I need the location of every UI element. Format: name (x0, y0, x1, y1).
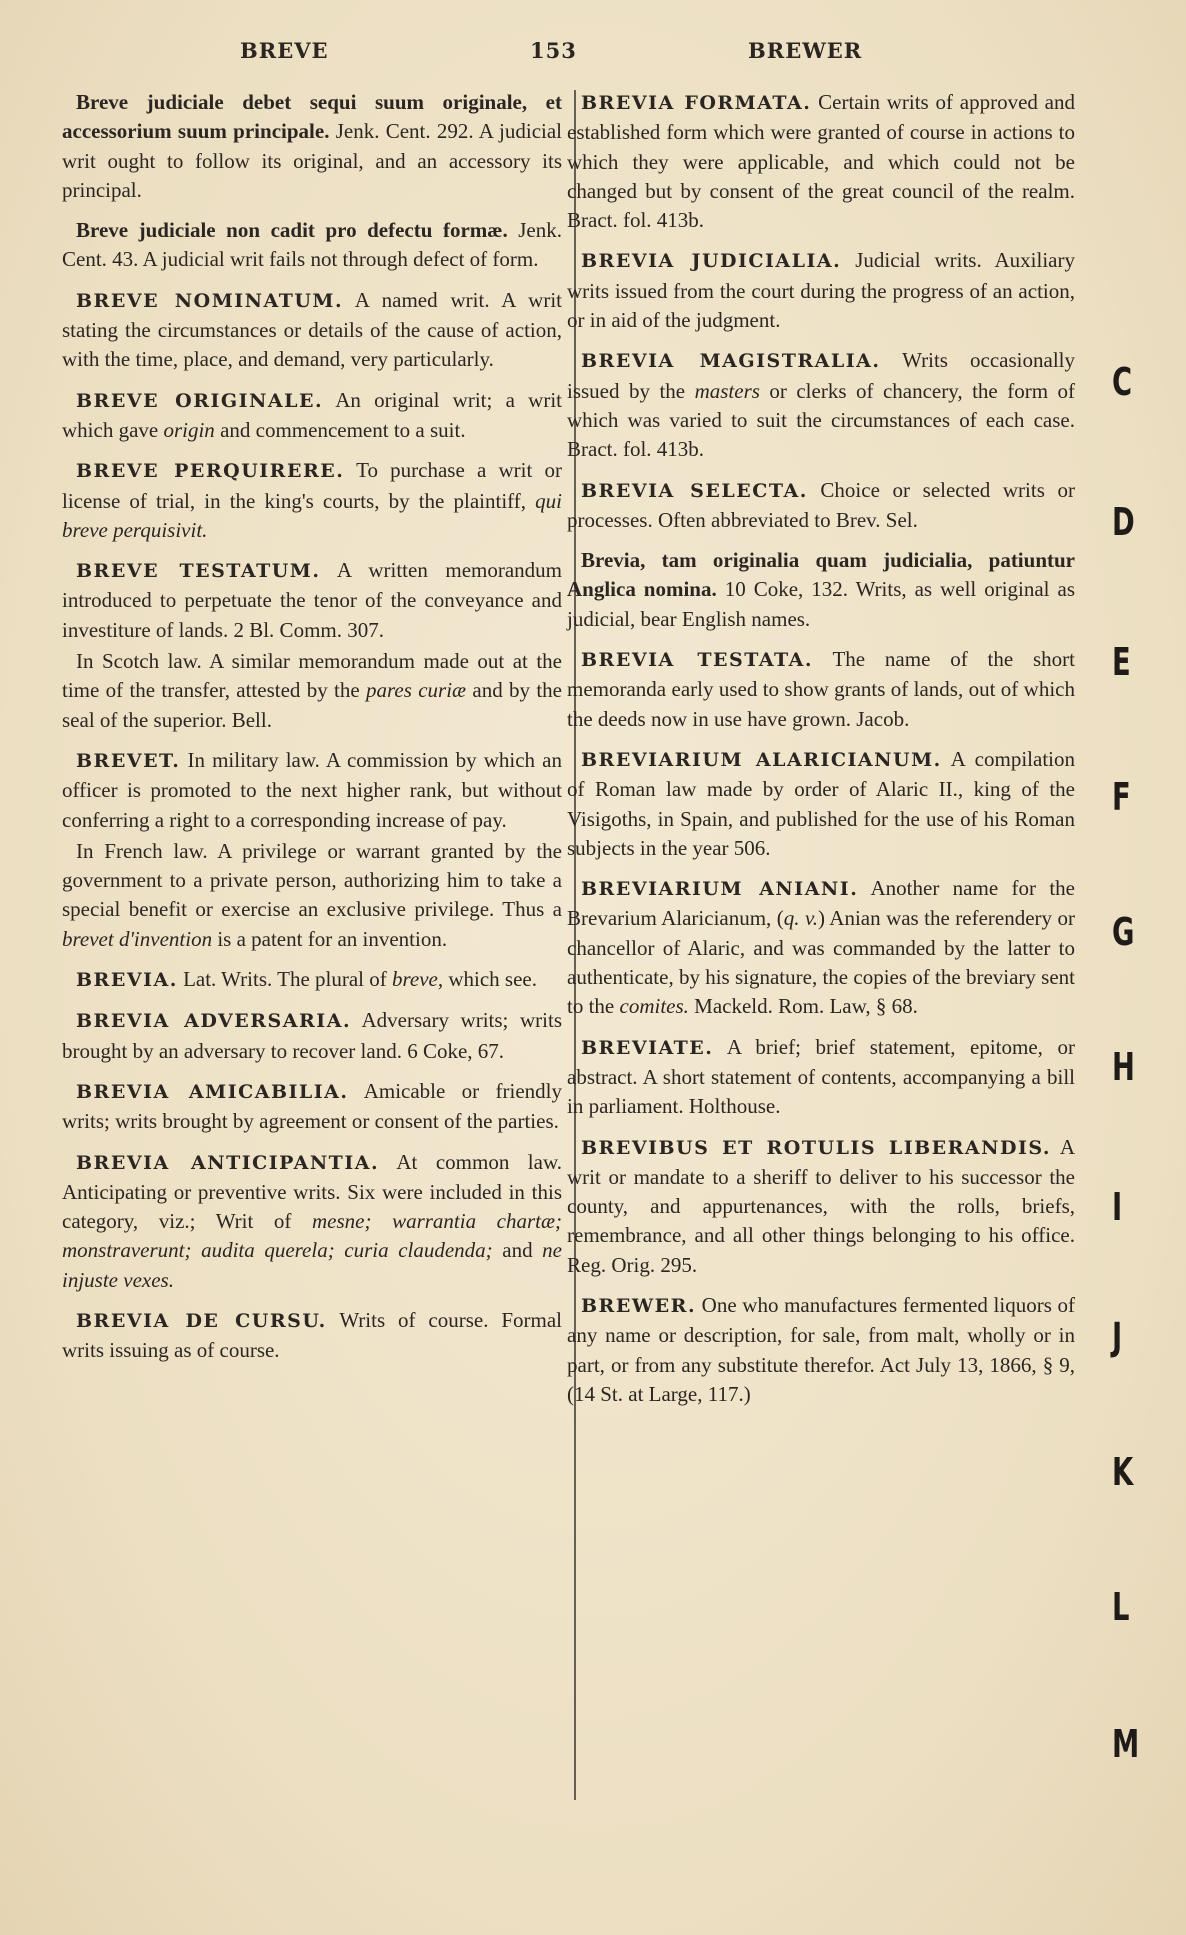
entry-brevibus-et-rotulis: BREVIBUS ET ROTULIS LIBERANDIS. A writ or mandate to a sheriff to deliver to his successor the county, and appurtenances, with the rolls, briefs, remembrance, and all other things belonging to his office. Reg. Orig. 295. (567, 1134, 1075, 1277)
entry-brevet: BREVET. In military law. A commission by which an officer is promoted to the next higher rank, but without conferring a right to a corresponding increase of pay. (62, 747, 562, 832)
entry-brevia: BREVIA. Lat. Writs. The plural of breve, which see. (76, 967, 537, 992)
entry-brewer: BREWER. One who manufactures fermented liquors of any name or description, for sale, from malt, wholly or in part, or from any substitute therefor. Act July 13, 1866, § 9, (14 St. at Large, 117.) (567, 1292, 1075, 1406)
entry-brevia-de-cursu: BREVIA DE CURSU. Writs of course. Formal writs issuing as of course. (62, 1307, 562, 1363)
entry-brevia-formata: BREVIA FORMATA. Certain writs of approved and established form which were granted of course in actions to which they were applicable, and which could not be changed but by consent of the great council of the realm. Bract. fol. 413b. (567, 90, 1076, 233)
header-right-guide-word: BREWER (748, 38, 863, 63)
right-column (567, 88, 1075, 1420)
thumb-index-letter[interactable]: F (1112, 775, 1131, 819)
thumb-index-letter[interactable]: J (1112, 1315, 1123, 1359)
entry-breve-nominatum: BREVE NOMINATUM. A named writ. A writ stating the circumstances or details of the cause of action, with the time, place, and demand, very particularly. (62, 287, 563, 372)
entry-brevia-judicialia: BREVIA JUDICIALIA. Judicial writs. Auxiliary writs issued from the court during the progress of an action, or in aid of the judgment. (567, 248, 1075, 333)
thumb-index-letter[interactable]: M (1112, 1722, 1140, 1766)
thumb-index-letter[interactable]: H (1112, 1045, 1135, 1089)
page-number: 153 (530, 38, 577, 63)
thumb-index-letter[interactable]: K (1112, 1450, 1134, 1494)
entry-brevia-testata: BREVIA TESTATA. The name of the short memoranda early used to show grants of lands, out of which the deeds now in use have grown. Jacob. (567, 647, 1075, 731)
entry-subsense: In Scotch law. A similar memorandum made out at the time of the transfer, attested by the pares curiæ and by the seal of the superior. Bell. (62, 649, 562, 732)
thumb-index-letter[interactable]: E (1112, 640, 1131, 684)
entry-breve-testatum: BREVE TESTATUM. A written memorandum introduced to perpetuate the tenor of the conveyance and investiture of lands. 2 Bl. Comm. 307. (62, 558, 562, 642)
page-header (0, 38, 1186, 74)
entry-breviate: BREVIATE. A brief; brief statement, epitome, or abstract. A short statement of contents, accompanying a bill in parliament. Holthouse. (567, 1034, 1075, 1119)
thumb-index-letter[interactable]: L (1112, 1585, 1130, 1629)
entry-maxim: Brevia, tam originalia quam judicialia, patiuntur Anglica nomina. 10 Coke, 132. Writs, as well original as judicial, bear English names. (567, 548, 1075, 631)
thumb-index-letter[interactable]: G (1112, 910, 1135, 954)
entry-maxim: Breve judiciale non cadit pro defectu formæ. Jenk. Cent. 43. A judicial writ fails not through defect of form. (62, 218, 562, 272)
entry-brevia-amicabilia: BREVIA AMICABILIA. Amicable or friendly writs; writs brought by agreement or consent of the parties. (62, 1078, 562, 1134)
thumb-index-letter[interactable]: D (1112, 500, 1135, 544)
entry-brevia-selecta: BREVIA SELECTA. Choice or selected writs or processes. Often abbreviated to Brev. Sel. (567, 477, 1075, 532)
thumb-index-letter[interactable]: C (1112, 360, 1133, 404)
entry-breve-originale: BREVE ORIGINALE. An original writ; a writ which gave origin and commencement to a suit. (62, 387, 563, 442)
header-left-guide-word: BREVE (240, 38, 329, 63)
entry-maxim: Breve judiciale debet sequi suum originale, et accessorium suum principale. Jenk. Cent. 292. A judicial writ ought to follow its original, and an accessory its principal. (62, 90, 563, 202)
entry-breviarium-aniani: BREVIARIUM ANIANI. Another name for the Brevarium Alaricianum, (q. v.) Anian was the referendery or chancellor of Alaric, and was commanded by the latter to authenticate, by his signature, the copies of the breviary sent to the comites. Mackeld. Rom. Law, § 68. (567, 876, 1076, 1019)
entry-breve-perquirere: BREVE PERQUIRERE. To purchase a writ or license of trial, in the king's courts, by the plaintiff, qui breve perquisivit. (62, 458, 562, 542)
entry-breviarium-alaricianum: BREVIARIUM ALARICIANUM. A compilation of Roman law made by order of Alaric II., king of the Visigoths, in Spain, and published for the use of his Roman subjects in the year 506. (567, 746, 1075, 860)
left-column (62, 88, 562, 1377)
entry-brevia-adversaria: BREVIA ADVERSARIA. Adversary writs; writs brought by an adversary to recover land. 6 Coke, 67. (62, 1008, 562, 1063)
entry-brevia-anticipantia: BREVIA ANTICIPANTIA. At common law. Anticipating or preventive writs. Six were included in this category, viz.; Writ of mesne; warrantia chartæ; monstraverunt; audita querela; curia claudenda; and ne injuste vexes. (62, 1149, 563, 1292)
thumb-index-letter[interactable]: I (1112, 1185, 1123, 1229)
entry-brevia-magistralia: BREVIA MAGISTRALIA. Writs occasionally issued by the masters or clerks of chancery, the form of which was varied to suit the circumstances of each case. Bract. fol. 413b. (567, 348, 1075, 462)
entry-subsense: In French law. A privilege or warrant granted by the government to a private person, authorizing him to take a special benefit or exercise an exclusive privilege. Thus a brevet d'invention is a patent for an invention. (62, 838, 562, 951)
